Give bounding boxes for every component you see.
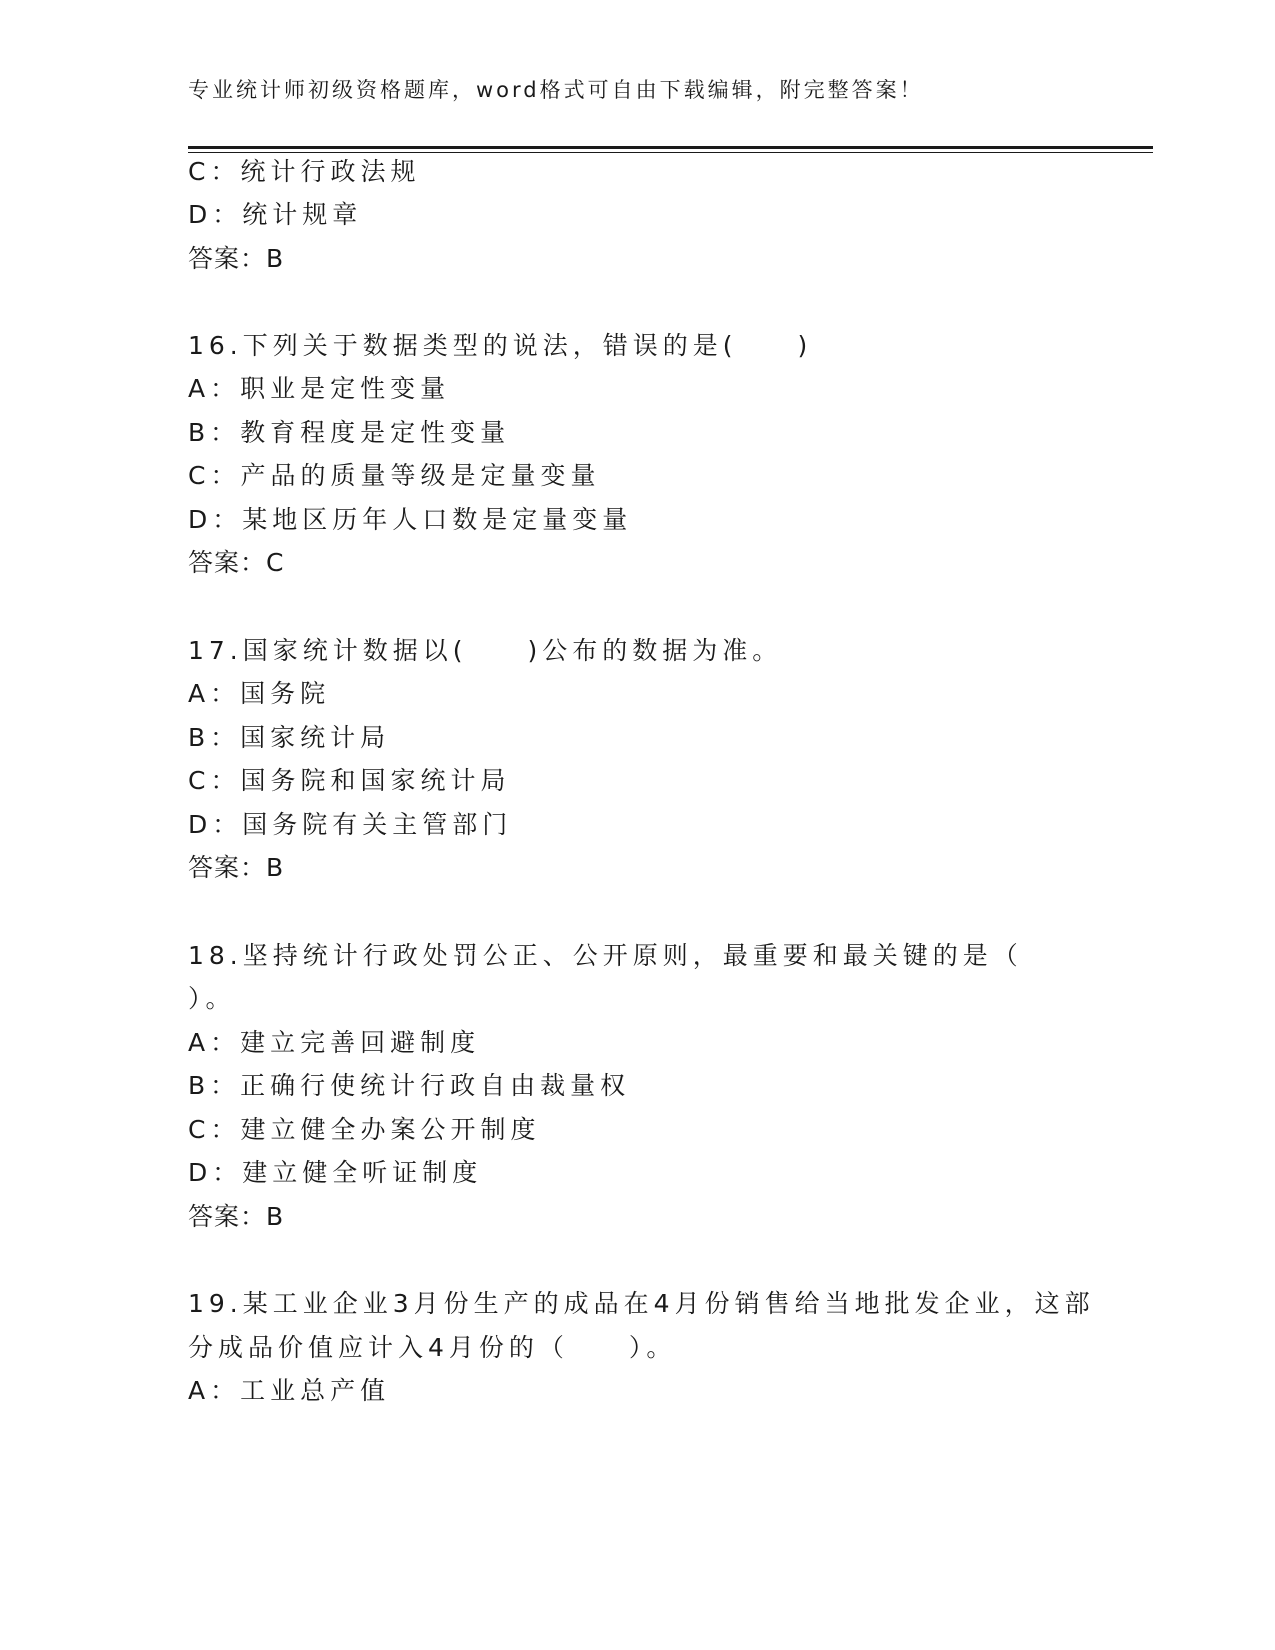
prev-option-d: D：统计规章 <box>188 200 363 229</box>
q17-option-b: B：国家统计局 <box>188 723 391 752</box>
q17-option-d: D：国务院有关主管部门 <box>188 810 513 839</box>
q16-option-d: D：某地区历年人口数是定量变量 <box>188 505 633 534</box>
q16-option-b: B：教育程度是定性变量 <box>188 418 511 447</box>
q17-answer: 答案：B <box>188 853 285 882</box>
q18-stem-line2: ）。 <box>188 984 236 1013</box>
q18-option-a: A：建立完善回避制度 <box>188 1028 481 1057</box>
q19-option-a: A：工业总产值 <box>188 1376 391 1405</box>
q17-stem: 17.国家统计数据以( )公布的数据为准。 <box>188 636 783 665</box>
q18-option-d: D：建立健全听证制度 <box>188 1158 483 1187</box>
q17-option-c: C：国务院和国家统计局 <box>188 766 511 795</box>
q19-stem-line2: 分成品价值应计入4月份的（ ）。 <box>188 1333 677 1362</box>
q17-option-a: A：国务院 <box>188 679 331 708</box>
q16-stem: 16.下列关于数据类型的说法，错误的是( ) <box>188 331 813 360</box>
q18-answer: 答案：B <box>188 1202 285 1231</box>
prev-option-c: C：统计行政法规 <box>188 157 421 186</box>
q18-option-c: C：建立健全办案公开制度 <box>188 1115 541 1144</box>
q18-stem-line1: 18.坚持统计行政处罚公正、公开原则，最重要和最关键的是（ <box>188 941 1023 970</box>
q16-option-c: C：产品的质量等级是定量变量 <box>188 461 601 490</box>
page-header: 专业统计师初级资格题库，word格式可自由下载编辑，附完整答案！ <box>188 78 924 102</box>
prev-answer: 答案：B <box>188 244 285 273</box>
header-rule-thin <box>188 152 1153 153</box>
header-rule-thick <box>188 146 1153 149</box>
q19-stem-line1: 19.某工业企业3月份生产的成品在4月份销售给当地批发企业，这部 <box>188 1289 1095 1318</box>
q16-option-a: A：职业是定性变量 <box>188 374 451 403</box>
q18-option-b: B：正确行使统计行政自由裁量权 <box>188 1071 631 1100</box>
q16-answer: 答案：C <box>188 548 285 577</box>
